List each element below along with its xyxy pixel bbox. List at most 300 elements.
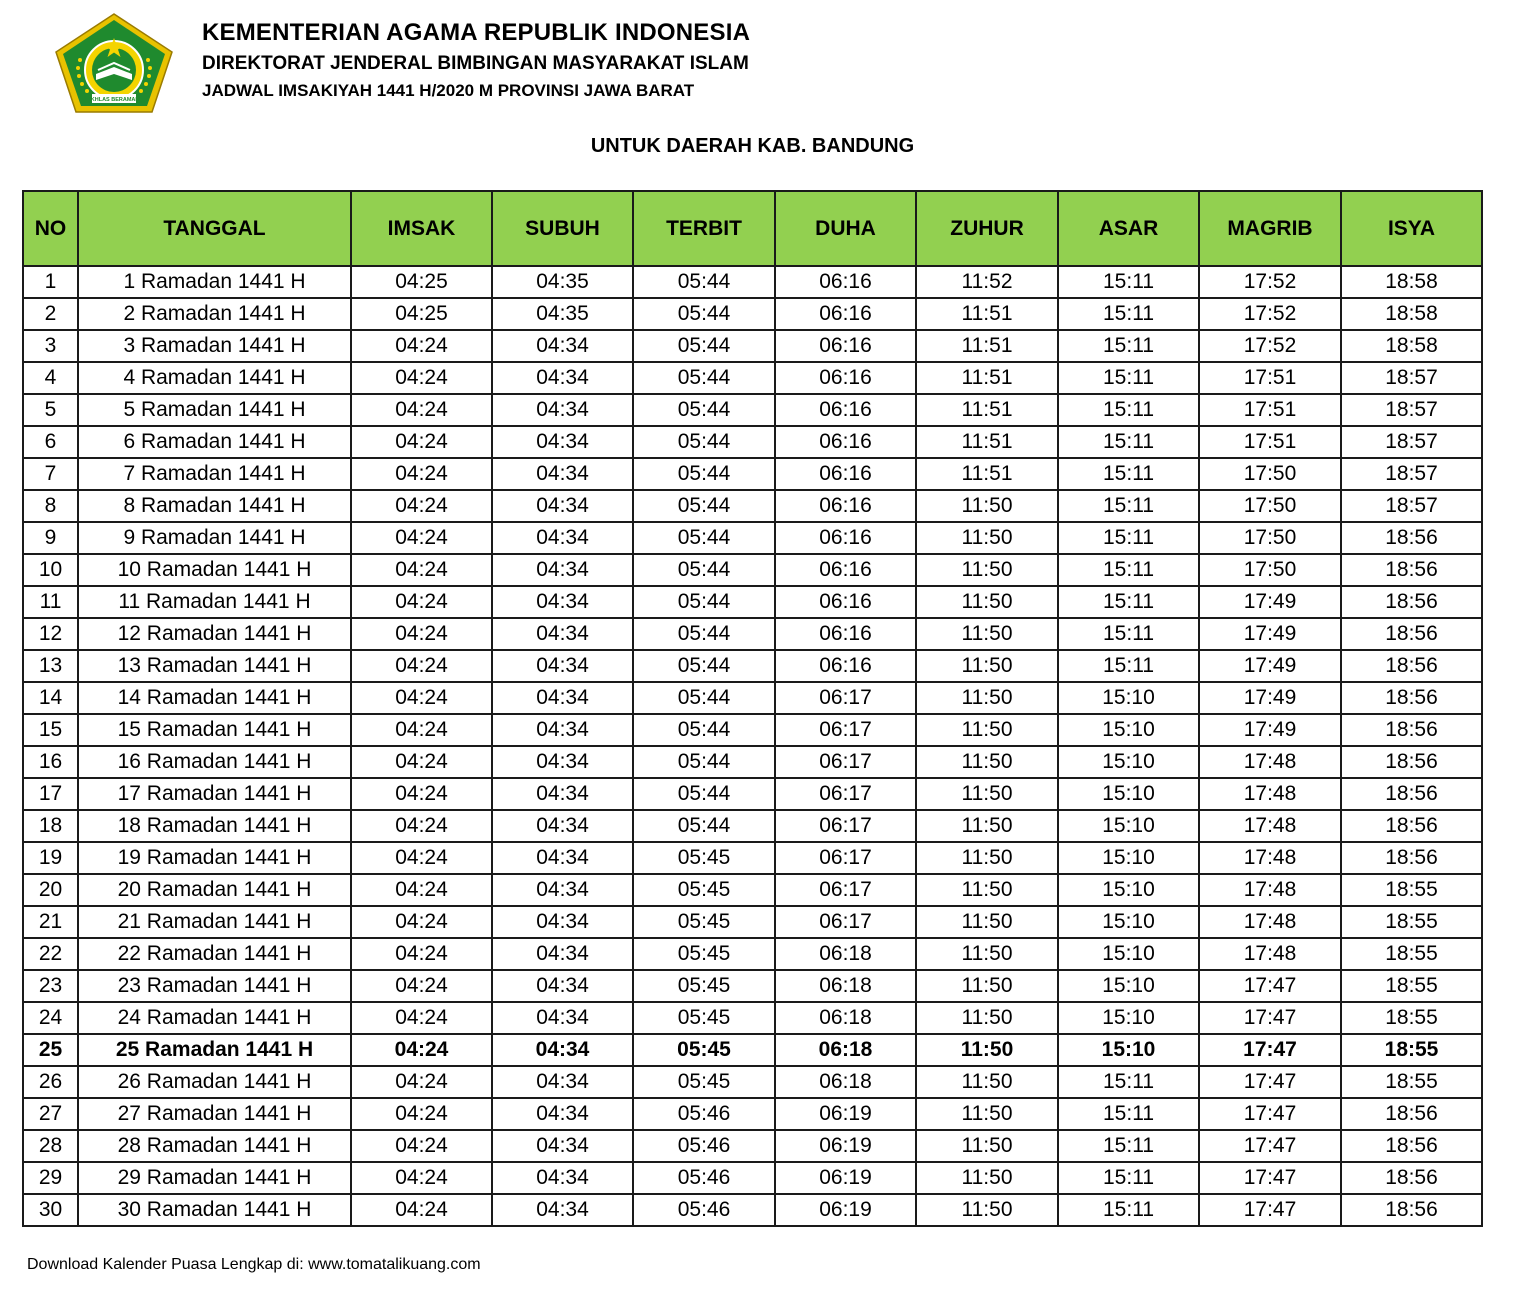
kemenag-logo-icon — [52, 12, 176, 116]
cell-asar: 15:11 — [1058, 554, 1199, 586]
cell-zuhur: 11:50 — [916, 1130, 1058, 1162]
cell-magrib: 17:50 — [1199, 458, 1341, 490]
cell-no: 17 — [23, 778, 78, 810]
cell-magrib: 17:51 — [1199, 394, 1341, 426]
cell-terbit: 05:44 — [633, 330, 775, 362]
cell-imsak: 04:24 — [351, 426, 492, 458]
table-row — [23, 1066, 1482, 1098]
cell-magrib: 17:47 — [1199, 1066, 1341, 1098]
cell-asar: 15:10 — [1058, 778, 1199, 810]
table-row — [23, 810, 1482, 842]
cell-duha: 06:17 — [775, 746, 916, 778]
cell-imsak: 04:24 — [351, 1098, 492, 1130]
cell-duha: 06:16 — [775, 490, 916, 522]
cell-imsak: 04:24 — [351, 842, 492, 874]
cell-subuh: 04:34 — [492, 938, 633, 970]
cell-no: 13 — [23, 650, 78, 682]
cell-terbit: 05:46 — [633, 1130, 775, 1162]
cell-magrib: 17:50 — [1199, 522, 1341, 554]
cell-tanggal: 10 Ramadan 1441 H — [78, 554, 351, 586]
cell-asar: 15:11 — [1058, 266, 1199, 298]
cell-isya: 18:56 — [1341, 522, 1482, 554]
cell-isya: 18:56 — [1341, 1162, 1482, 1194]
table-row — [23, 1002, 1482, 1034]
cell-duha: 06:16 — [775, 650, 916, 682]
cell-no: 20 — [23, 874, 78, 906]
cell-imsak: 04:24 — [351, 1162, 492, 1194]
cell-subuh: 04:34 — [492, 554, 633, 586]
cell-isya: 18:56 — [1341, 1130, 1482, 1162]
cell-terbit: 05:46 — [633, 1194, 775, 1226]
cell-isya: 18:56 — [1341, 586, 1482, 618]
cell-asar: 15:11 — [1058, 458, 1199, 490]
cell-asar: 15:10 — [1058, 1034, 1199, 1066]
cell-isya: 18:55 — [1341, 970, 1482, 1002]
cell-isya: 18:56 — [1341, 1194, 1482, 1226]
cell-imsak: 04:24 — [351, 458, 492, 490]
cell-isya: 18:57 — [1341, 362, 1482, 394]
cell-duha: 06:16 — [775, 618, 916, 650]
cell-asar: 15:10 — [1058, 682, 1199, 714]
cell-subuh: 04:34 — [492, 362, 633, 394]
cell-terbit: 05:44 — [633, 426, 775, 458]
cell-imsak: 04:24 — [351, 970, 492, 1002]
cell-imsak: 04:24 — [351, 650, 492, 682]
cell-asar: 15:11 — [1058, 1098, 1199, 1130]
table-row — [23, 458, 1482, 490]
table-row — [23, 362, 1482, 394]
cell-asar: 15:10 — [1058, 938, 1199, 970]
cell-no: 24 — [23, 1002, 78, 1034]
column-header: ASAR — [1058, 191, 1199, 266]
cell-zuhur: 11:51 — [916, 426, 1058, 458]
cell-tanggal: 9 Ramadan 1441 H — [78, 522, 351, 554]
cell-imsak: 04:24 — [351, 714, 492, 746]
cell-imsak: 04:24 — [351, 490, 492, 522]
cell-imsak: 04:24 — [351, 618, 492, 650]
schedule-title: JADWAL IMSAKIYAH 1441 H/2020 M PROVINSI JAWA BARAT — [202, 81, 695, 100]
cell-terbit: 05:44 — [633, 714, 775, 746]
table-body — [23, 266, 1482, 1226]
cell-duha: 06:17 — [775, 682, 916, 714]
cell-magrib: 17:52 — [1199, 330, 1341, 362]
cell-imsak: 04:25 — [351, 298, 492, 330]
cell-no: 10 — [23, 554, 78, 586]
cell-isya: 18:56 — [1341, 746, 1482, 778]
table-row — [23, 266, 1482, 298]
cell-imsak: 04:24 — [351, 938, 492, 970]
cell-isya: 18:56 — [1341, 778, 1482, 810]
cell-duha: 06:19 — [775, 1194, 916, 1226]
cell-magrib: 17:50 — [1199, 554, 1341, 586]
cell-isya: 18:55 — [1341, 938, 1482, 970]
table-row — [23, 394, 1482, 426]
cell-subuh: 04:34 — [492, 586, 633, 618]
cell-duha: 06:16 — [775, 586, 916, 618]
cell-subuh: 04:34 — [492, 1130, 633, 1162]
cell-no: 21 — [23, 906, 78, 938]
ministry-title: KEMENTERIAN AGAMA REPUBLIK INDONESIA — [202, 19, 751, 46]
column-header: IMSAK — [351, 191, 492, 266]
cell-asar: 15:10 — [1058, 842, 1199, 874]
cell-zuhur: 11:50 — [916, 554, 1058, 586]
cell-no: 9 — [23, 522, 78, 554]
cell-imsak: 04:24 — [351, 906, 492, 938]
table-row — [23, 330, 1482, 362]
cell-isya: 18:56 — [1341, 1098, 1482, 1130]
cell-duha: 06:16 — [775, 522, 916, 554]
cell-tanggal: 11 Ramadan 1441 H — [78, 586, 351, 618]
cell-tanggal: 14 Ramadan 1441 H — [78, 682, 351, 714]
cell-no: 25 — [23, 1034, 78, 1066]
cell-isya: 18:55 — [1341, 1066, 1482, 1098]
cell-tanggal: 3 Ramadan 1441 H — [78, 330, 351, 362]
cell-isya: 18:55 — [1341, 906, 1482, 938]
cell-duha: 06:16 — [775, 394, 916, 426]
cell-zuhur: 11:50 — [916, 650, 1058, 682]
cell-zuhur: 11:50 — [916, 1066, 1058, 1098]
table-row — [23, 842, 1482, 874]
logo-motto: IKHLAS BERAMAL — [89, 97, 139, 103]
table-row — [23, 426, 1482, 458]
cell-isya: 18:55 — [1341, 1002, 1482, 1034]
cell-terbit: 05:45 — [633, 1034, 775, 1066]
cell-no: 7 — [23, 458, 78, 490]
cell-no: 8 — [23, 490, 78, 522]
cell-terbit: 05:45 — [633, 842, 775, 874]
cell-imsak: 04:24 — [351, 874, 492, 906]
cell-subuh: 04:34 — [492, 1098, 633, 1130]
cell-subuh: 04:34 — [492, 1002, 633, 1034]
cell-tanggal: 30 Ramadan 1441 H — [78, 1194, 351, 1226]
column-header: SUBUH — [492, 191, 633, 266]
cell-imsak: 04:25 — [351, 266, 492, 298]
table-row — [23, 554, 1482, 586]
cell-asar: 15:10 — [1058, 810, 1199, 842]
cell-imsak: 04:24 — [351, 554, 492, 586]
cell-tanggal: 1 Ramadan 1441 H — [78, 266, 351, 298]
cell-duha: 06:18 — [775, 938, 916, 970]
cell-asar: 15:11 — [1058, 426, 1199, 458]
cell-imsak: 04:24 — [351, 522, 492, 554]
cell-duha: 06:19 — [775, 1130, 916, 1162]
cell-duha: 06:18 — [775, 1002, 916, 1034]
cell-no: 26 — [23, 1066, 78, 1098]
cell-zuhur: 11:50 — [916, 586, 1058, 618]
cell-asar: 15:11 — [1058, 1194, 1199, 1226]
cell-magrib: 17:51 — [1199, 362, 1341, 394]
cell-tanggal: 7 Ramadan 1441 H — [78, 458, 351, 490]
table-row — [23, 522, 1482, 554]
table-row — [23, 778, 1482, 810]
cell-zuhur: 11:50 — [916, 490, 1058, 522]
cell-asar: 15:11 — [1058, 586, 1199, 618]
cell-asar: 15:10 — [1058, 874, 1199, 906]
cell-asar: 15:11 — [1058, 522, 1199, 554]
cell-duha: 06:16 — [775, 266, 916, 298]
cell-terbit: 05:44 — [633, 266, 775, 298]
cell-terbit: 05:44 — [633, 554, 775, 586]
cell-imsak: 04:24 — [351, 330, 492, 362]
column-header: TANGGAL — [78, 191, 351, 266]
cell-asar: 15:11 — [1058, 650, 1199, 682]
cell-zuhur: 11:51 — [916, 458, 1058, 490]
cell-subuh: 04:34 — [492, 810, 633, 842]
cell-duha: 06:16 — [775, 298, 916, 330]
cell-imsak: 04:24 — [351, 362, 492, 394]
cell-zuhur: 11:50 — [916, 1034, 1058, 1066]
cell-tanggal: 2 Ramadan 1441 H — [78, 298, 351, 330]
cell-terbit: 05:45 — [633, 874, 775, 906]
cell-terbit: 05:44 — [633, 586, 775, 618]
cell-magrib: 17:48 — [1199, 842, 1341, 874]
region-title: UNTUK DAERAH KAB. BANDUNG — [590, 135, 915, 157]
cell-magrib: 17:48 — [1199, 938, 1341, 970]
cell-terbit: 05:45 — [633, 970, 775, 1002]
cell-asar: 15:11 — [1058, 618, 1199, 650]
cell-no: 15 — [23, 714, 78, 746]
cell-zuhur: 11:50 — [916, 1194, 1058, 1226]
cell-duha: 06:17 — [775, 810, 916, 842]
cell-duha: 06:18 — [775, 1034, 916, 1066]
cell-terbit: 05:44 — [633, 682, 775, 714]
cell-subuh: 04:34 — [492, 458, 633, 490]
cell-subuh: 04:34 — [492, 522, 633, 554]
cell-tanggal: 6 Ramadan 1441 H — [78, 426, 351, 458]
cell-terbit: 05:44 — [633, 458, 775, 490]
cell-tanggal: 16 Ramadan 1441 H — [78, 746, 351, 778]
cell-no: 27 — [23, 1098, 78, 1130]
table-row — [23, 298, 1482, 330]
cell-isya: 18:58 — [1341, 330, 1482, 362]
cell-duha: 06:17 — [775, 714, 916, 746]
cell-subuh: 04:34 — [492, 330, 633, 362]
cell-no: 16 — [23, 746, 78, 778]
table-row — [23, 1034, 1482, 1066]
cell-zuhur: 11:51 — [916, 330, 1058, 362]
cell-isya: 18:55 — [1341, 1034, 1482, 1066]
cell-duha: 06:16 — [775, 330, 916, 362]
cell-magrib: 17:47 — [1199, 1002, 1341, 1034]
cell-duha: 06:19 — [775, 1162, 916, 1194]
cell-no: 1 — [23, 266, 78, 298]
cell-magrib: 17:47 — [1199, 1034, 1341, 1066]
table-header-row — [23, 191, 1482, 266]
cell-zuhur: 11:52 — [916, 266, 1058, 298]
cell-isya: 18:57 — [1341, 490, 1482, 522]
table-row — [23, 1194, 1482, 1226]
table-row — [23, 906, 1482, 938]
column-header: ISYA — [1341, 191, 1482, 266]
cell-tanggal: 13 Ramadan 1441 H — [78, 650, 351, 682]
table-row — [23, 490, 1482, 522]
directorate-title: DIREKTORAT JENDERAL BIMBINGAN MASYARAKAT ISLAM — [202, 53, 749, 74]
cell-asar: 15:10 — [1058, 746, 1199, 778]
cell-tanggal: 28 Ramadan 1441 H — [78, 1130, 351, 1162]
cell-no: 14 — [23, 682, 78, 714]
cell-magrib: 17:52 — [1199, 298, 1341, 330]
cell-terbit: 05:44 — [633, 362, 775, 394]
cell-duha: 06:18 — [775, 970, 916, 1002]
cell-duha: 06:16 — [775, 554, 916, 586]
cell-isya: 18:56 — [1341, 650, 1482, 682]
cell-imsak: 04:24 — [351, 1066, 492, 1098]
column-header: TERBIT — [633, 191, 775, 266]
table-row — [23, 682, 1482, 714]
cell-no: 30 — [23, 1194, 78, 1226]
cell-subuh: 04:34 — [492, 1066, 633, 1098]
cell-terbit: 05:44 — [633, 394, 775, 426]
cell-tanggal: 26 Ramadan 1441 H — [78, 1066, 351, 1098]
cell-magrib: 17:49 — [1199, 682, 1341, 714]
cell-magrib: 17:51 — [1199, 426, 1341, 458]
imsakiyah-table — [22, 190, 1483, 1227]
cell-terbit: 05:45 — [633, 906, 775, 938]
cell-subuh: 04:34 — [492, 970, 633, 1002]
cell-duha: 06:17 — [775, 874, 916, 906]
cell-imsak: 04:24 — [351, 746, 492, 778]
cell-subuh: 04:34 — [492, 714, 633, 746]
cell-asar: 15:11 — [1058, 490, 1199, 522]
cell-terbit: 05:44 — [633, 650, 775, 682]
cell-zuhur: 11:50 — [916, 810, 1058, 842]
table-row — [23, 970, 1482, 1002]
table-row — [23, 1130, 1482, 1162]
cell-asar: 15:11 — [1058, 1162, 1199, 1194]
cell-magrib: 17:49 — [1199, 650, 1341, 682]
cell-isya: 18:56 — [1341, 682, 1482, 714]
cell-no: 5 — [23, 394, 78, 426]
cell-terbit: 05:44 — [633, 810, 775, 842]
cell-tanggal: 5 Ramadan 1441 H — [78, 394, 351, 426]
table-row — [23, 650, 1482, 682]
table-row — [23, 586, 1482, 618]
cell-tanggal: 8 Ramadan 1441 H — [78, 490, 351, 522]
cell-tanggal: 27 Ramadan 1441 H — [78, 1098, 351, 1130]
cell-duha: 06:16 — [775, 426, 916, 458]
cell-subuh: 04:34 — [492, 682, 633, 714]
cell-no: 12 — [23, 618, 78, 650]
cell-zuhur: 11:50 — [916, 522, 1058, 554]
cell-isya: 18:56 — [1341, 554, 1482, 586]
cell-zuhur: 11:50 — [916, 1098, 1058, 1130]
column-header: NO — [23, 191, 78, 266]
cell-duha: 06:17 — [775, 906, 916, 938]
cell-asar: 15:10 — [1058, 906, 1199, 938]
cell-magrib: 17:47 — [1199, 1130, 1341, 1162]
cell-asar: 15:10 — [1058, 1002, 1199, 1034]
cell-isya: 18:57 — [1341, 394, 1482, 426]
cell-magrib: 17:47 — [1199, 1194, 1341, 1226]
cell-tanggal: 19 Ramadan 1441 H — [78, 842, 351, 874]
table-row — [23, 746, 1482, 778]
cell-subuh: 04:34 — [492, 394, 633, 426]
cell-subuh: 04:34 — [492, 490, 633, 522]
cell-magrib: 17:50 — [1199, 490, 1341, 522]
cell-subuh: 04:34 — [492, 1034, 633, 1066]
cell-duha: 06:18 — [775, 1066, 916, 1098]
cell-zuhur: 11:50 — [916, 842, 1058, 874]
cell-imsak: 04:24 — [351, 1034, 492, 1066]
cell-magrib: 17:48 — [1199, 746, 1341, 778]
cell-asar: 15:10 — [1058, 970, 1199, 1002]
cell-zuhur: 11:50 — [916, 618, 1058, 650]
cell-imsak: 04:24 — [351, 682, 492, 714]
cell-terbit: 05:44 — [633, 618, 775, 650]
cell-no: 11 — [23, 586, 78, 618]
cell-imsak: 04:24 — [351, 778, 492, 810]
cell-asar: 15:11 — [1058, 1066, 1199, 1098]
cell-zuhur: 11:50 — [916, 906, 1058, 938]
cell-imsak: 04:24 — [351, 1130, 492, 1162]
cell-tanggal: 4 Ramadan 1441 H — [78, 362, 351, 394]
cell-tanggal: 23 Ramadan 1441 H — [78, 970, 351, 1002]
cell-asar: 15:11 — [1058, 1130, 1199, 1162]
cell-asar: 15:10 — [1058, 714, 1199, 746]
cell-tanggal: 29 Ramadan 1441 H — [78, 1162, 351, 1194]
cell-magrib: 17:52 — [1199, 266, 1341, 298]
cell-tanggal: 12 Ramadan 1441 H — [78, 618, 351, 650]
cell-zuhur: 11:51 — [916, 362, 1058, 394]
cell-subuh: 04:34 — [492, 426, 633, 458]
cell-zuhur: 11:50 — [916, 746, 1058, 778]
table-row — [23, 1162, 1482, 1194]
cell-no: 23 — [23, 970, 78, 1002]
cell-no: 19 — [23, 842, 78, 874]
cell-zuhur: 11:51 — [916, 298, 1058, 330]
cell-tanggal: 18 Ramadan 1441 H — [78, 810, 351, 842]
cell-zuhur: 11:50 — [916, 778, 1058, 810]
cell-no: 3 — [23, 330, 78, 362]
cell-magrib: 17:47 — [1199, 1098, 1341, 1130]
cell-duha: 06:17 — [775, 778, 916, 810]
cell-tanggal: 25 Ramadan 1441 H — [78, 1034, 351, 1066]
cell-imsak: 04:24 — [351, 1002, 492, 1034]
cell-zuhur: 11:50 — [916, 714, 1058, 746]
cell-subuh: 04:34 — [492, 1162, 633, 1194]
cell-magrib: 17:48 — [1199, 810, 1341, 842]
cell-magrib: 17:48 — [1199, 778, 1341, 810]
cell-isya: 18:56 — [1341, 618, 1482, 650]
cell-subuh: 04:34 — [492, 842, 633, 874]
cell-isya: 18:57 — [1341, 426, 1482, 458]
cell-zuhur: 11:50 — [916, 938, 1058, 970]
cell-tanggal: 15 Ramadan 1441 H — [78, 714, 351, 746]
cell-zuhur: 11:51 — [916, 394, 1058, 426]
document-header — [202, 18, 750, 104]
cell-no: 2 — [23, 298, 78, 330]
cell-subuh: 04:34 — [492, 778, 633, 810]
cell-zuhur: 11:50 — [916, 1162, 1058, 1194]
cell-magrib: 17:48 — [1199, 874, 1341, 906]
cell-tanggal: 20 Ramadan 1441 H — [78, 874, 351, 906]
cell-no: 4 — [23, 362, 78, 394]
cell-terbit: 05:45 — [633, 938, 775, 970]
cell-isya: 18:55 — [1341, 874, 1482, 906]
cell-terbit: 05:46 — [633, 1098, 775, 1130]
cell-no: 29 — [23, 1162, 78, 1194]
cell-tanggal: 21 Ramadan 1441 H — [78, 906, 351, 938]
cell-subuh: 04:34 — [492, 906, 633, 938]
cell-duha: 06:16 — [775, 458, 916, 490]
cell-subuh: 04:35 — [492, 266, 633, 298]
cell-asar: 15:11 — [1058, 298, 1199, 330]
cell-terbit: 05:44 — [633, 298, 775, 330]
table-row — [23, 714, 1482, 746]
cell-no: 6 — [23, 426, 78, 458]
cell-imsak: 04:24 — [351, 1194, 492, 1226]
cell-subuh: 04:34 — [492, 618, 633, 650]
